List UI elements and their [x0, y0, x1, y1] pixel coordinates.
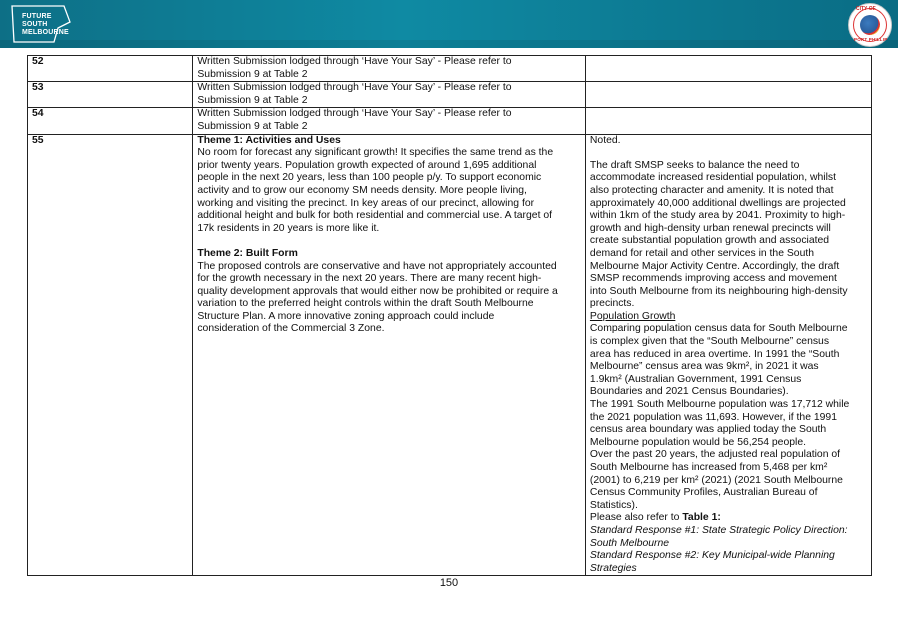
theme-2-line: The proposed controls are conservative and have not appropriately accounted: [197, 260, 557, 272]
spacer: [197, 235, 581, 248]
banner-stripe: [0, 40, 898, 48]
logo-text: [22, 13, 69, 37]
theme-2-line: consideration of the Commercial 3 Zone.: [197, 323, 385, 335]
standard-response-line: Standard Response #1: State Strategic Policy Direction:: [589, 524, 848, 536]
theme-1-title: Theme 1: Activities and Uses: [197, 134, 341, 146]
response-cell: [585, 108, 871, 134]
logo-line-3: MELBOURNE: [22, 29, 69, 36]
submission-text: [193, 82, 586, 108]
theme-1-line: working and visiting the precinct. In key areas of our precinct, allowing for: [197, 197, 535, 209]
response-line: SMSP recommends improving access and movement: [589, 273, 837, 285]
seal-bottom-text: PORT PHILLIP: [854, 37, 888, 42]
submission-line: Submission 9 at Table 2: [197, 120, 308, 132]
standard-response-line: South Melbourne: [589, 537, 670, 549]
response-line: The 1991 South Melbourne population was 17,712 while: [589, 399, 850, 411]
response-line: South Melbourne has increased from 5,468 per km²: [589, 462, 828, 473]
theme-2-title: Theme 2: Built Form: [197, 247, 298, 259]
spacer: [590, 147, 867, 160]
logo-line-2: SOUTH: [22, 21, 48, 28]
table-row: [28, 134, 872, 576]
response-noted: Noted.: [589, 134, 621, 146]
theme-2-line: variation to the preferred height controls within the draft South Melbourne: [197, 298, 534, 310]
submission-text: [193, 134, 586, 576]
response-line: Melbourne” census area was 9km², in 2021 it was: [589, 361, 819, 373]
response-line: (2001) to 6,219 per km² (2021) (2021 South Melbourne: [589, 474, 843, 486]
response-line: Melbourne population would be 56,254 people.: [589, 436, 806, 448]
submission-number: 52: [28, 56, 193, 82]
theme-1-line: additional height and bulk for both residential and commercial use. A target of: [197, 210, 553, 222]
submission-line: Written Submission lodged through ‘Have Your Say’ - Please refer to: [197, 82, 512, 94]
response-line: Melbourne Major Activity Centre. Accordingly, the draft: [589, 260, 840, 272]
theme-2-line: for the growth necessary in the next 20 years. There are many recent high-: [197, 273, 542, 285]
response-line: growth and high-density urban renewal precincts will: [589, 222, 831, 234]
response-line: Statistics).: [589, 499, 638, 511]
submission-text: [193, 56, 586, 82]
theme-1-line: No room for forecast any significant growth! It specifies the same trend as the: [197, 147, 554, 159]
response-line: precincts.: [589, 298, 635, 310]
response-line: create substantial population growth and associated: [589, 235, 830, 247]
submission-line: Submission 9 at Table 2: [197, 94, 308, 106]
response-line: 1.9km² (Australian Government, 1991 Census: [589, 373, 802, 385]
future-south-melbourne-logo: [8, 4, 88, 44]
submission-text: [193, 108, 586, 134]
table-row: [28, 56, 872, 82]
refer-table: Table 1:: [682, 512, 721, 524]
response-line: is complex given that the “South Melbourne” census: [589, 336, 830, 348]
theme-2-line: Structure Plan. A more innovative zoning approach could include: [197, 310, 495, 322]
theme-1-line: 17k residents in 20 years is more like it.: [197, 222, 380, 234]
response-line: demand for retail and other services in the South: [589, 247, 815, 259]
logo-line-1: FUTURE: [22, 13, 52, 20]
submission-number: 53: [28, 82, 193, 108]
refer-line: [590, 512, 867, 525]
response-line: accommodate increased residential population, whilst: [589, 172, 836, 184]
response-line: the 2021 population was 11,693. However, if the 1991: [589, 411, 837, 423]
submission-line: Written Submission lodged through ‘Have Your Say’ - Please refer to: [197, 108, 512, 120]
submission-line: Written Submission lodged through ‘Have Your Say’ - Please refer to: [197, 56, 512, 67]
page-header-banner: [0, 0, 898, 48]
response-line: Census Community Profiles, Australian Bureau of: [589, 487, 818, 499]
refer-prefix: Please also refer to: [589, 512, 683, 524]
submission-number: 55: [28, 134, 193, 576]
submission-number: 54: [28, 108, 193, 134]
table-row: [28, 108, 872, 134]
seal-top-text: CITY OF: [856, 6, 876, 12]
response-line: Over the past 20 years, the adjusted real population of: [589, 449, 841, 461]
response-line: area has reduced in area overtime. In 1991 the “South: [589, 348, 840, 360]
theme-1-line: people in the next 20 years, less than 100 people p/y. To support economic: [197, 172, 542, 184]
population-growth-heading: Population Growth: [589, 310, 676, 322]
response-line: Boundaries and 2021 Census Boundaries).: [589, 386, 789, 398]
submission-line: Submission 9 at Table 2: [197, 68, 308, 80]
response-cell: [585, 56, 871, 82]
theme-1-line: prior twenty years. Population growth expected of around 1,695 additional: [197, 159, 537, 171]
response-line: census area boundary was applied today the South: [589, 424, 827, 436]
response-line: Comparing population census data for South Melbourne: [589, 323, 848, 335]
theme-1-line: activity and to grow our economy SM needs density. More people living,: [197, 184, 527, 196]
response-line: approximately 40,000 additional dwellings are projected: [589, 197, 846, 209]
response-line: The draft SMSP seeks to balance the need to: [589, 159, 800, 171]
theme-2-line: quality development approvals that would either now be prohibited or require a: [197, 285, 558, 297]
page-number: 150: [439, 577, 459, 589]
response-cell: [585, 134, 871, 576]
response-line: into South Melbourne from its neighbouring high-density: [589, 285, 848, 297]
seal-emblem-icon: [860, 15, 880, 35]
table-row: [28, 82, 872, 108]
response-cell: [585, 82, 871, 108]
submissions-table: [27, 55, 872, 576]
city-of-port-phillip-seal: [848, 3, 892, 47]
standard-response-line: Strategies: [589, 562, 637, 574]
response-line: also protecting character and amenity. It is noted that: [589, 184, 834, 196]
response-line: within 1km of the study area by 2041. Proximity to high-: [589, 210, 846, 222]
standard-response-line: Standard Response #2: Key Municipal-wide Planning: [589, 550, 835, 562]
